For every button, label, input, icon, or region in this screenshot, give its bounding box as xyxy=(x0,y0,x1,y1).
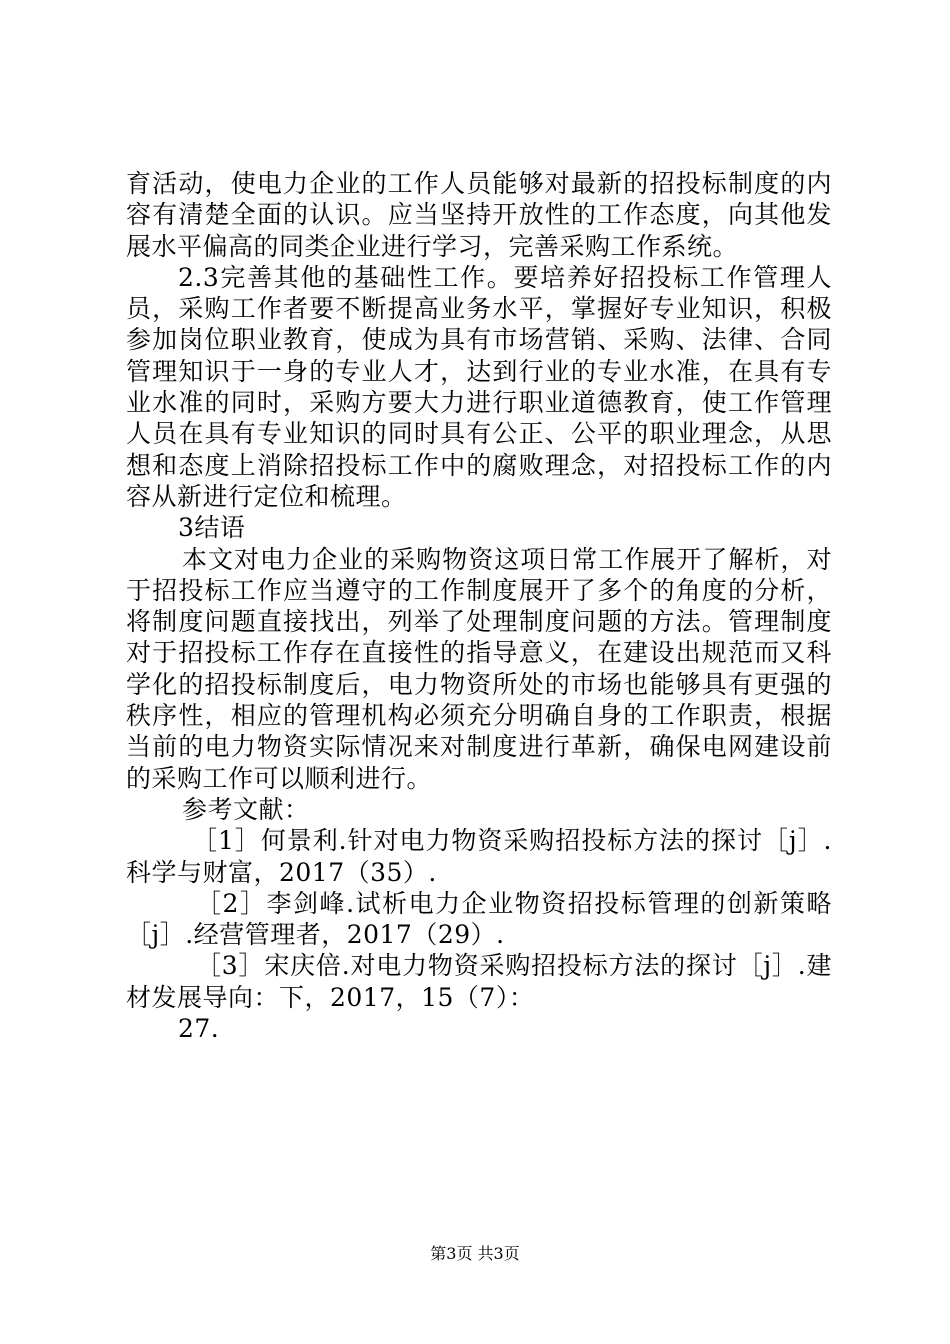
reference-item-2: ［2］李剑峰.试析电力企业物资招投标管理的创新策略［j］.经营管理者，2017（29）. xyxy=(126,888,832,950)
paragraph-continuation: 育活动，使电力企业的工作人员能够对最新的招投标制度的内容有清楚全面的认识。应当坚持开放性的工作态度，向其他发展水平偏高的同类企业进行学习，完善采购工作系统。 xyxy=(126,169,832,261)
document-body xyxy=(126,168,832,1044)
reference-item-1: ［1］何景利.针对电力物资采购招投标方法的探讨［j］.科学与财富，2017（35）. xyxy=(126,826,832,887)
reference-item-3: ［3］宋庆倍.对电力物资采购招投标方法的探讨［j］.建材发展导向：下，2017，15（7）： xyxy=(126,951,832,1012)
paragraph-conclusion: 本文对电力企业的采购物资这项日常工作展开了解析，对于招投标工作应当遵守的工作制度展开了多个的角度的分析，将制度问题直接找出，列举了处理制度问题的方法。管理制度对于招投标工作存在直接性的指导意义，在建设出规范而又科学化的招投标制度后，电力物资所处的市场也能够具有更强的秩序性，相应的管理机构必须充分明确自身的工作职责，根据当前的电力物资实际情况来对制度进行革新，确保电网建设前的采购工作可以顺利进行。 xyxy=(126,544,832,793)
section-heading-conclusion: 3结语 xyxy=(178,513,246,543)
reference-item-3-page: 27. xyxy=(178,1014,220,1044)
page-footer: 第3页 共3页 xyxy=(430,1244,520,1263)
paragraph-section-2-3: 2.3完善其他的基础性工作。要培养好招投标工作管理人员，采购工作者要不断提高业务水平，掌握好专业知识，积极参加岗位职业教育，使成为具有市场营销、采购、法律、合同管理知识于一身的专业人才，达到行业的专业水准，在具有专业水准的同时，采购方要大力进行职业道德教育，使工作管理人员在具有专业知识的同时具有公正、公平的职业理念，从思想和态度上消除招投标工作中的腐败理念，对招投标工作的内容从新进行定位和梳理。 xyxy=(126,262,832,511)
references-heading: 参考文献： xyxy=(182,794,310,824)
